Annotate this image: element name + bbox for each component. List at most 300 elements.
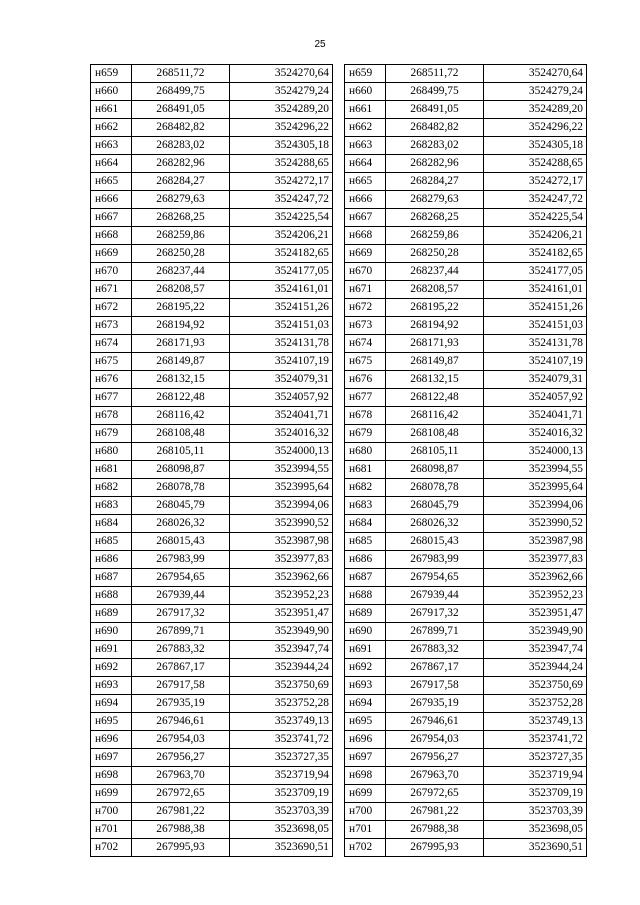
table-row — [345, 695, 587, 713]
y-coordinate-cell: 3524177,05 — [484, 263, 587, 281]
y-coordinate-cell: 3523709,19 — [230, 785, 333, 803]
table-row — [91, 317, 333, 335]
x-coordinate-cell: 268259,86 — [386, 227, 484, 245]
x-coordinate-cell: 268491,05 — [132, 101, 230, 119]
page-number: 25 — [314, 39, 326, 50]
x-coordinate-cell: 268098,87 — [386, 461, 484, 479]
y-coordinate-cell: 3523727,35 — [230, 749, 333, 767]
table-row — [345, 317, 587, 335]
table-row — [91, 533, 333, 551]
y-coordinate-cell: 3524151,03 — [484, 317, 587, 335]
x-coordinate-cell: 268250,28 — [132, 245, 230, 263]
point-id-cell: н687 — [91, 569, 132, 587]
y-coordinate-cell: 3523703,39 — [484, 803, 587, 821]
table-row — [345, 353, 587, 371]
coordinates-table-right — [344, 64, 587, 857]
point-id-cell: н673 — [91, 317, 132, 335]
x-coordinate-cell: 268491,05 — [386, 101, 484, 119]
x-coordinate-cell: 268250,28 — [386, 245, 484, 263]
x-coordinate-cell: 268122,48 — [132, 389, 230, 407]
point-id-cell: н693 — [91, 677, 132, 695]
point-id-cell: н681 — [345, 461, 386, 479]
y-coordinate-cell: 3523987,98 — [230, 533, 333, 551]
point-id-cell: н670 — [345, 263, 386, 281]
y-coordinate-cell: 3524016,32 — [484, 425, 587, 443]
table-row — [345, 497, 587, 515]
table-row — [345, 281, 587, 299]
point-id-cell: н666 — [91, 191, 132, 209]
point-id-cell: н673 — [345, 317, 386, 335]
table-row — [345, 605, 587, 623]
y-coordinate-cell: 3523944,24 — [484, 659, 587, 677]
y-coordinate-cell: 3523944,24 — [230, 659, 333, 677]
table-row — [345, 803, 587, 821]
y-coordinate-cell: 3523994,55 — [484, 461, 587, 479]
table-row — [345, 209, 587, 227]
y-coordinate-cell: 3524151,03 — [230, 317, 333, 335]
table-row — [345, 407, 587, 425]
table-row — [91, 659, 333, 677]
y-coordinate-cell: 3524107,19 — [230, 353, 333, 371]
x-coordinate-cell: 268108,48 — [386, 425, 484, 443]
y-coordinate-cell: 3524279,24 — [230, 83, 333, 101]
x-coordinate-cell: 267883,32 — [386, 641, 484, 659]
x-coordinate-cell: 267917,32 — [386, 605, 484, 623]
table-row — [91, 119, 333, 137]
x-coordinate-cell: 267946,61 — [132, 713, 230, 731]
y-coordinate-cell: 3523703,39 — [230, 803, 333, 821]
x-coordinate-cell: 268208,57 — [386, 281, 484, 299]
x-coordinate-cell: 268078,78 — [386, 479, 484, 497]
point-id-cell: н675 — [91, 353, 132, 371]
table-row — [91, 587, 333, 605]
point-id-cell: н682 — [345, 479, 386, 497]
point-id-cell: н679 — [91, 425, 132, 443]
y-coordinate-cell: 3524305,18 — [230, 137, 333, 155]
point-id-cell: н689 — [345, 605, 386, 623]
point-id-cell: н691 — [345, 641, 386, 659]
y-coordinate-cell: 3524000,13 — [484, 443, 587, 461]
x-coordinate-cell: 268171,93 — [132, 335, 230, 353]
point-id-cell: н680 — [345, 443, 386, 461]
table-row — [345, 623, 587, 641]
x-coordinate-cell: 268279,63 — [386, 191, 484, 209]
point-id-cell: н698 — [91, 767, 132, 785]
table-row — [91, 335, 333, 353]
point-id-cell: н680 — [91, 443, 132, 461]
x-coordinate-cell: 268171,93 — [386, 335, 484, 353]
y-coordinate-cell: 3523698,05 — [484, 821, 587, 839]
table-row — [345, 389, 587, 407]
table-row — [91, 515, 333, 533]
x-coordinate-cell: 267935,19 — [132, 695, 230, 713]
table-row — [345, 785, 587, 803]
table-row — [91, 407, 333, 425]
point-id-cell: н674 — [345, 335, 386, 353]
y-coordinate-cell: 3524247,72 — [484, 191, 587, 209]
point-id-cell: н699 — [345, 785, 386, 803]
x-coordinate-cell: 267963,70 — [386, 767, 484, 785]
table-row — [345, 839, 587, 857]
y-coordinate-cell: 3524131,78 — [484, 335, 587, 353]
x-coordinate-cell: 268268,25 — [132, 209, 230, 227]
point-id-cell: н659 — [345, 65, 386, 83]
table-row — [91, 65, 333, 83]
table-row — [91, 749, 333, 767]
y-coordinate-cell: 3523752,28 — [484, 695, 587, 713]
table-row — [345, 569, 587, 587]
point-id-cell: н699 — [91, 785, 132, 803]
x-coordinate-cell: 267981,22 — [386, 803, 484, 821]
table-row — [345, 173, 587, 191]
table-row — [91, 497, 333, 515]
y-coordinate-cell: 3523750,69 — [484, 677, 587, 695]
point-id-cell: н667 — [91, 209, 132, 227]
point-id-cell: н694 — [91, 695, 132, 713]
x-coordinate-cell: 267954,65 — [386, 569, 484, 587]
x-coordinate-cell: 268511,72 — [386, 65, 484, 83]
x-coordinate-cell: 268195,22 — [132, 299, 230, 317]
point-id-cell: н682 — [91, 479, 132, 497]
y-coordinate-cell: 3523952,23 — [230, 587, 333, 605]
point-id-cell: н663 — [91, 137, 132, 155]
point-id-cell: н665 — [345, 173, 386, 191]
point-id-cell: н689 — [91, 605, 132, 623]
y-coordinate-cell: 3523951,47 — [230, 605, 333, 623]
table-row — [345, 821, 587, 839]
y-coordinate-cell: 3524289,20 — [484, 101, 587, 119]
point-id-cell: н691 — [91, 641, 132, 659]
x-coordinate-cell: 267939,44 — [132, 587, 230, 605]
point-id-cell: н701 — [91, 821, 132, 839]
x-coordinate-cell: 267956,27 — [386, 749, 484, 767]
y-coordinate-cell: 3523977,83 — [230, 551, 333, 569]
y-coordinate-cell: 3523994,06 — [230, 497, 333, 515]
table-row — [91, 83, 333, 101]
point-id-cell: н698 — [345, 767, 386, 785]
table-row — [345, 119, 587, 137]
table-row — [345, 587, 587, 605]
y-coordinate-cell: 3523752,28 — [230, 695, 333, 713]
y-coordinate-cell: 3523750,69 — [230, 677, 333, 695]
point-id-cell: н672 — [91, 299, 132, 317]
x-coordinate-cell: 268105,11 — [132, 443, 230, 461]
table-row — [345, 533, 587, 551]
point-id-cell: н684 — [345, 515, 386, 533]
point-id-cell: н690 — [91, 623, 132, 641]
x-coordinate-cell: 267981,22 — [132, 803, 230, 821]
x-coordinate-cell: 268282,96 — [132, 155, 230, 173]
y-coordinate-cell: 3523987,98 — [484, 533, 587, 551]
x-coordinate-cell: 267899,71 — [132, 623, 230, 641]
point-id-cell: н663 — [345, 137, 386, 155]
point-id-cell: н697 — [345, 749, 386, 767]
x-coordinate-cell: 267867,17 — [386, 659, 484, 677]
y-coordinate-cell: 3524270,64 — [484, 65, 587, 83]
point-id-cell: н683 — [91, 497, 132, 515]
point-id-cell: н688 — [91, 587, 132, 605]
x-coordinate-cell: 268026,32 — [132, 515, 230, 533]
coordinates-table-body — [91, 65, 333, 857]
point-id-cell: н661 — [91, 101, 132, 119]
table-row — [91, 569, 333, 587]
point-id-cell: н697 — [91, 749, 132, 767]
point-id-cell: н675 — [345, 353, 386, 371]
table-row — [91, 605, 333, 623]
table-row — [91, 731, 333, 749]
table-row — [91, 713, 333, 731]
x-coordinate-cell: 267917,58 — [132, 677, 230, 695]
y-coordinate-cell: 3523727,35 — [484, 749, 587, 767]
point-id-cell: н684 — [91, 515, 132, 533]
point-id-cell: н686 — [345, 551, 386, 569]
table-row — [91, 461, 333, 479]
point-id-cell: н700 — [91, 803, 132, 821]
coordinates-table-body — [345, 65, 587, 857]
table-row — [91, 839, 333, 857]
y-coordinate-cell: 3523741,72 — [230, 731, 333, 749]
point-id-cell: н672 — [345, 299, 386, 317]
y-coordinate-cell: 3523994,06 — [484, 497, 587, 515]
y-coordinate-cell: 3524057,92 — [230, 389, 333, 407]
table-row — [91, 155, 333, 173]
point-id-cell: н664 — [91, 155, 132, 173]
y-coordinate-cell: 3523947,74 — [230, 641, 333, 659]
x-coordinate-cell: 268208,57 — [132, 281, 230, 299]
table-row — [91, 425, 333, 443]
y-coordinate-cell: 3524289,20 — [230, 101, 333, 119]
x-coordinate-cell: 268259,86 — [132, 227, 230, 245]
table-row — [91, 353, 333, 371]
y-coordinate-cell: 3523962,66 — [230, 569, 333, 587]
table-row — [345, 461, 587, 479]
table-row — [91, 245, 333, 263]
y-coordinate-cell: 3524079,31 — [484, 371, 587, 389]
x-coordinate-cell: 268194,92 — [132, 317, 230, 335]
y-coordinate-cell: 3523719,94 — [230, 767, 333, 785]
x-coordinate-cell: 267917,58 — [386, 677, 484, 695]
point-id-cell: н661 — [345, 101, 386, 119]
table-row — [345, 83, 587, 101]
y-coordinate-cell: 3524041,71 — [230, 407, 333, 425]
x-coordinate-cell: 268015,43 — [386, 533, 484, 551]
y-coordinate-cell: 3523749,13 — [484, 713, 587, 731]
x-coordinate-cell: 267954,03 — [132, 731, 230, 749]
x-coordinate-cell: 268482,82 — [386, 119, 484, 137]
point-id-cell: н668 — [345, 227, 386, 245]
y-coordinate-cell: 3524247,72 — [230, 191, 333, 209]
point-id-cell: н664 — [345, 155, 386, 173]
y-coordinate-cell: 3523690,51 — [484, 839, 587, 857]
table-row — [91, 137, 333, 155]
point-id-cell: н685 — [345, 533, 386, 551]
table-row — [345, 479, 587, 497]
table-row — [91, 677, 333, 695]
x-coordinate-cell: 267972,65 — [132, 785, 230, 803]
x-coordinate-cell: 268105,11 — [386, 443, 484, 461]
x-coordinate-cell: 268482,82 — [132, 119, 230, 137]
table-row — [345, 515, 587, 533]
y-coordinate-cell: 3524079,31 — [230, 371, 333, 389]
x-coordinate-cell: 267867,17 — [132, 659, 230, 677]
y-coordinate-cell: 3524041,71 — [484, 407, 587, 425]
point-id-cell: н695 — [91, 713, 132, 731]
y-coordinate-cell: 3524131,78 — [230, 335, 333, 353]
point-id-cell: н660 — [91, 83, 132, 101]
table-row — [91, 623, 333, 641]
table-row — [345, 731, 587, 749]
y-coordinate-cell: 3523995,64 — [484, 479, 587, 497]
table-row — [91, 209, 333, 227]
x-coordinate-cell: 267988,38 — [386, 821, 484, 839]
x-coordinate-cell: 268116,42 — [132, 407, 230, 425]
x-coordinate-cell: 268078,78 — [132, 479, 230, 497]
point-id-cell: н696 — [345, 731, 386, 749]
point-id-cell: н702 — [345, 839, 386, 857]
x-coordinate-cell: 267995,93 — [386, 839, 484, 857]
point-id-cell: н676 — [91, 371, 132, 389]
table-row — [91, 299, 333, 317]
table-row — [345, 749, 587, 767]
x-coordinate-cell: 268499,75 — [386, 83, 484, 101]
table-row — [91, 803, 333, 821]
x-coordinate-cell: 267988,38 — [132, 821, 230, 839]
x-coordinate-cell: 268045,79 — [132, 497, 230, 515]
x-coordinate-cell: 268149,87 — [132, 353, 230, 371]
point-id-cell: н700 — [345, 803, 386, 821]
table-row — [345, 371, 587, 389]
table-row — [345, 101, 587, 119]
y-coordinate-cell: 3523709,19 — [484, 785, 587, 803]
y-coordinate-cell: 3524151,26 — [484, 299, 587, 317]
point-id-cell: н685 — [91, 533, 132, 551]
point-id-cell: н676 — [345, 371, 386, 389]
table-row — [91, 785, 333, 803]
y-coordinate-cell: 3523994,55 — [230, 461, 333, 479]
table-row — [91, 227, 333, 245]
x-coordinate-cell: 267983,99 — [132, 551, 230, 569]
x-coordinate-cell: 267946,61 — [386, 713, 484, 731]
point-id-cell: н662 — [91, 119, 132, 137]
table-row — [345, 155, 587, 173]
table-row — [345, 137, 587, 155]
y-coordinate-cell: 3524296,22 — [484, 119, 587, 137]
x-coordinate-cell: 268122,48 — [386, 389, 484, 407]
point-id-cell: н674 — [91, 335, 132, 353]
x-coordinate-cell: 267983,99 — [386, 551, 484, 569]
table-row — [91, 767, 333, 785]
point-id-cell: н688 — [345, 587, 386, 605]
y-coordinate-cell: 3523947,74 — [484, 641, 587, 659]
point-id-cell: н692 — [345, 659, 386, 677]
y-coordinate-cell: 3524279,24 — [484, 83, 587, 101]
point-id-cell: н669 — [91, 245, 132, 263]
x-coordinate-cell: 268283,02 — [386, 137, 484, 155]
table-row — [345, 245, 587, 263]
point-id-cell: н669 — [345, 245, 386, 263]
point-id-cell: н690 — [345, 623, 386, 641]
x-coordinate-cell: 268132,15 — [386, 371, 484, 389]
table-row — [91, 173, 333, 191]
y-coordinate-cell: 3524182,65 — [484, 245, 587, 263]
table-row — [91, 191, 333, 209]
x-coordinate-cell: 268098,87 — [132, 461, 230, 479]
y-coordinate-cell: 3524057,92 — [484, 389, 587, 407]
point-id-cell: н686 — [91, 551, 132, 569]
x-coordinate-cell: 268026,32 — [386, 515, 484, 533]
point-id-cell: н671 — [345, 281, 386, 299]
y-coordinate-cell: 3523698,05 — [230, 821, 333, 839]
y-coordinate-cell: 3524272,17 — [230, 173, 333, 191]
table-row — [345, 425, 587, 443]
point-id-cell: н696 — [91, 731, 132, 749]
point-id-cell: н667 — [345, 209, 386, 227]
point-id-cell: н693 — [345, 677, 386, 695]
table-row — [91, 101, 333, 119]
point-id-cell: н678 — [345, 407, 386, 425]
point-id-cell: н695 — [345, 713, 386, 731]
x-coordinate-cell: 267963,70 — [132, 767, 230, 785]
y-coordinate-cell: 3523977,83 — [484, 551, 587, 569]
x-coordinate-cell: 268045,79 — [386, 497, 484, 515]
point-id-cell: н677 — [345, 389, 386, 407]
point-id-cell: н670 — [91, 263, 132, 281]
table-row — [345, 299, 587, 317]
y-coordinate-cell: 3524206,21 — [230, 227, 333, 245]
table-row — [345, 551, 587, 569]
y-coordinate-cell: 3524270,64 — [230, 65, 333, 83]
x-coordinate-cell: 268015,43 — [132, 533, 230, 551]
x-coordinate-cell: 267995,93 — [132, 839, 230, 857]
x-coordinate-cell: 268284,27 — [386, 173, 484, 191]
y-coordinate-cell: 3524107,19 — [484, 353, 587, 371]
table-row — [345, 677, 587, 695]
x-coordinate-cell: 268195,22 — [386, 299, 484, 317]
x-coordinate-cell: 268499,75 — [132, 83, 230, 101]
table-row — [91, 371, 333, 389]
y-coordinate-cell: 3524151,26 — [230, 299, 333, 317]
y-coordinate-cell: 3524016,32 — [230, 425, 333, 443]
y-coordinate-cell: 3524000,13 — [230, 443, 333, 461]
y-coordinate-cell: 3524206,21 — [484, 227, 587, 245]
x-coordinate-cell: 267954,65 — [132, 569, 230, 587]
table-row — [91, 281, 333, 299]
point-id-cell: н665 — [91, 173, 132, 191]
point-id-cell: н694 — [345, 695, 386, 713]
table-row — [91, 263, 333, 281]
table-row — [345, 767, 587, 785]
y-coordinate-cell: 3523952,23 — [484, 587, 587, 605]
x-coordinate-cell: 268116,42 — [386, 407, 484, 425]
y-coordinate-cell: 3523949,90 — [230, 623, 333, 641]
table-row — [345, 713, 587, 731]
point-id-cell: н701 — [345, 821, 386, 839]
x-coordinate-cell: 268132,15 — [132, 371, 230, 389]
table-row — [91, 389, 333, 407]
point-id-cell: н681 — [91, 461, 132, 479]
point-id-cell: н666 — [345, 191, 386, 209]
point-id-cell: н677 — [91, 389, 132, 407]
x-coordinate-cell: 267954,03 — [386, 731, 484, 749]
point-id-cell: н683 — [345, 497, 386, 515]
point-id-cell: н662 — [345, 119, 386, 137]
y-coordinate-cell: 3523990,52 — [484, 515, 587, 533]
x-coordinate-cell: 268268,25 — [386, 209, 484, 227]
x-coordinate-cell: 268194,92 — [386, 317, 484, 335]
y-coordinate-cell: 3524161,01 — [484, 281, 587, 299]
y-coordinate-cell: 3524225,54 — [230, 209, 333, 227]
table-row — [345, 191, 587, 209]
